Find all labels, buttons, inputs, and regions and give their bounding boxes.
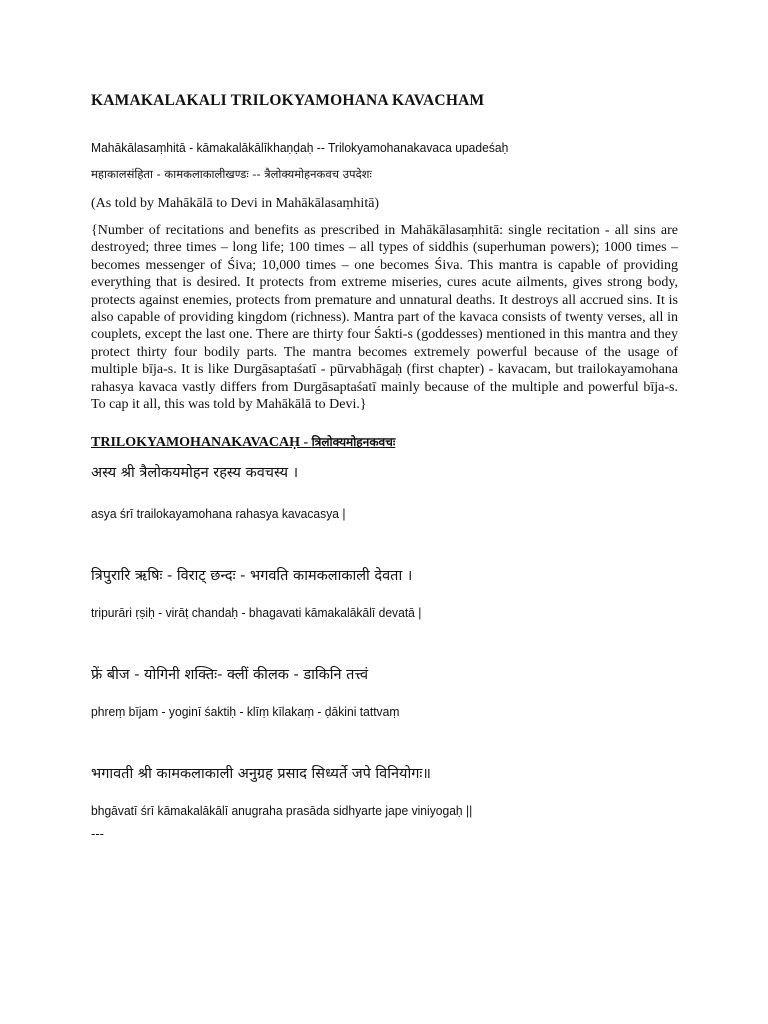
subtitle-transliteration: Mahākālasaṃhitā - kāmakalākālīkhaṇḍaḥ -- Trilokyamohanakavaca upadeśaḥ — [91, 140, 509, 155]
verse-3-devanagari: फ्रें बीज - योगिनी शक्तिः- क्लीं कीलक - डाकिनि तत्त्वं — [91, 667, 369, 684]
section-heading-roman: TRILOKYAMOHANAKAVACAḤ - — [91, 435, 312, 451]
verse-4-devanagari: भगावती श्री कामकलाकाली अनुग्रह प्रसाद सिध्यर्ते जपे विनियोगः॥ — [91, 766, 431, 783]
section-heading — [91, 433, 678, 451]
verse-3-roman: phreṃ bījam - yoginī śaktiḥ - klīṃ kīlakaṃ - ḍākini tattvaṃ — [91, 704, 400, 720]
verse-2-roman: tripurāri ṛṣiḥ - virāṭ chandaḥ - bhagavati kāmakalākālī devatā | — [91, 605, 422, 621]
section-heading-devanagari: त्रिलोक्यमोहनकवचः — [311, 435, 396, 450]
document-title: KAMAKALAKALI TRILOKYAMOHANA KAVACHAM — [91, 92, 485, 109]
subtitle-devanagari: महाकालसंहिता - कामकलाकालीखण्डः -- त्रैलोक्यमोहनकवच उपदेशः — [91, 167, 372, 181]
trailing-dashes: --- — [91, 826, 104, 842]
verse-1-devanagari: अस्य श्री त्रैलोकयमोहन रहस्य कवचस्य । — [91, 465, 299, 482]
verse-1-roman: asya śrī trailokayamohana rahasya kavacasya | — [91, 506, 346, 522]
verse-4-roman: bhgāvatī śrī kāmakalākālī anugraha prasāda sidhyarte jape viniyogaḥ || — [91, 803, 473, 819]
intro-paragraph: {Number of recitations and benefits as prescribed in Mahākālasaṃhitā: single recitation - all sins are destroyed; three times – long life; 100 times – all types of siddhis (superhuman powers); 1000 times – becomes messenger of Śiva; 10,000 times – one becomes Śiva. This mantra is capable of providing everything that is desired. It protects from extreme miseries, cures acute ailments, gives strong body, protects against enemies, protects from premature and unnatural deaths. It destroys all accrued sins. It is also capable of providing kingdom (richness). Mantra part of the kavaca consists of twenty verses, all in couplets, except the last one. There are thirty four Śakti-s (goddesses) mentioned in this mantra and they protect thirty four bodily parts. The mantra becomes extremely powerful because of the usage of multiple bīja-s. It is like Durgāsaptaśatī - pūrvabhāgaḥ (first chapter) - kavacam, but trailokayamohana rahasya kavaca vastly differs from Durgāsaptaśatī mainly because of the multiple and powerful bīja-s. To cap it all, this was told by Mahākālā to Devi.} — [91, 223, 678, 413]
told-by-note: (As told by Mahākālā to Devi in Mahākālasaṃhitā) — [91, 196, 380, 211]
verse-2-devanagari: त्रिपुरारि ऋषिः - विराट् छन्दः - भगवति कामकलाकाली देवता । — [91, 568, 413, 585]
